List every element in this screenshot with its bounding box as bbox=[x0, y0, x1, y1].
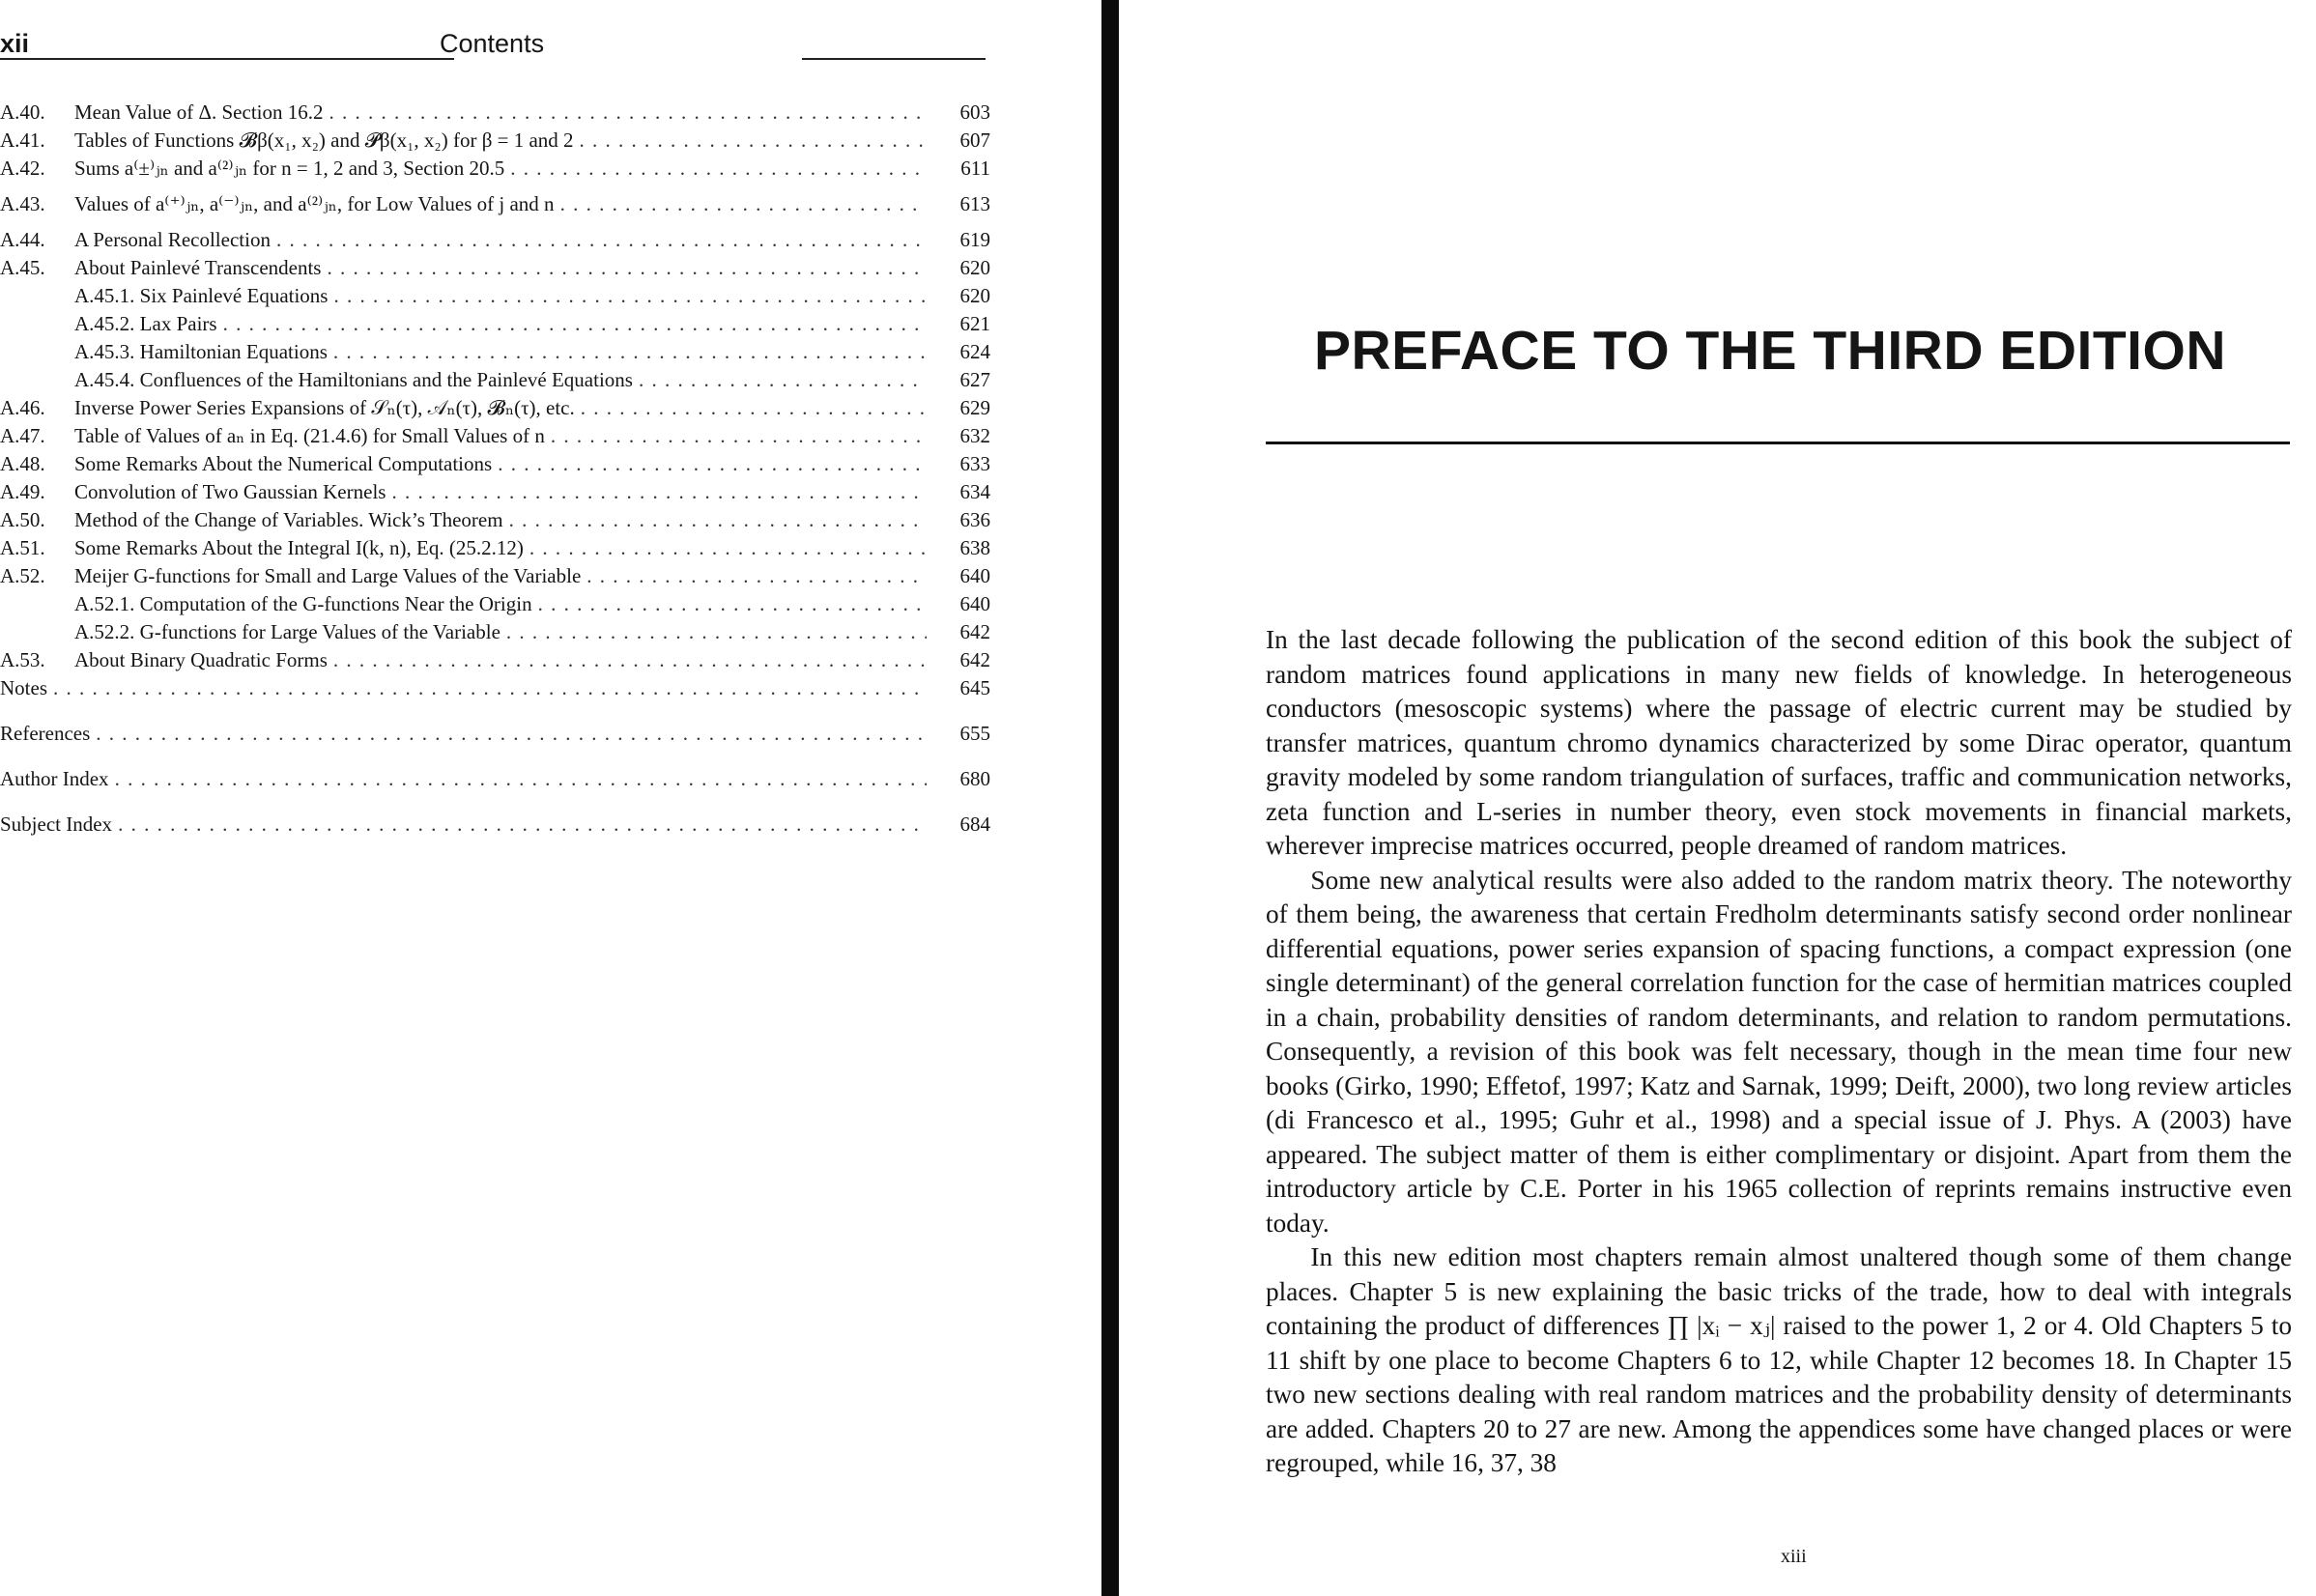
page-number-left: xii bbox=[0, 29, 30, 58]
dot-leader bbox=[223, 312, 927, 336]
toc-entry bbox=[0, 396, 990, 424]
toc-entry bbox=[0, 676, 990, 722]
right-page bbox=[1140, 0, 2316, 1596]
toc-entry bbox=[0, 620, 990, 648]
toc-entry bbox=[0, 480, 990, 508]
toc-entry-page: 640 bbox=[959, 592, 990, 615]
toc-entry-number: A.50. bbox=[0, 508, 45, 531]
toc-entry-number: A.45. bbox=[0, 256, 45, 279]
toc-entry-number: A.41. bbox=[0, 128, 45, 152]
toc-entry bbox=[0, 767, 990, 812]
toc-entry-title: Notes bbox=[0, 676, 47, 699]
toc-entry-page: 642 bbox=[959, 648, 990, 671]
dot-leader bbox=[581, 396, 927, 420]
left-page bbox=[0, 0, 1101, 1596]
header-rule bbox=[802, 58, 986, 60]
dot-leader bbox=[538, 592, 927, 616]
toc-entry bbox=[0, 592, 990, 620]
dot-leader bbox=[529, 536, 927, 560]
toc-entry-title: A.45.2. Lax Pairs bbox=[74, 312, 217, 335]
toc-entry-title: Meijer G-functions for Small and Large Values of the Variable bbox=[74, 564, 582, 587]
toc-entry-title: Tables of Functions 𝓑β(x₁, x₂) and 𝓟β(x₁, x₂) for β = 1 and 2 bbox=[74, 128, 574, 152]
toc-entry-page: 603 bbox=[959, 100, 990, 124]
toc-entry-title: A.45.4. Confluences of the Hamiltonians and the Painlevé Equations bbox=[74, 368, 633, 391]
toc-entry-page: 642 bbox=[959, 620, 990, 643]
toc-entry-title: About Binary Quadratic Forms bbox=[74, 648, 328, 671]
toc-entry bbox=[0, 508, 990, 536]
toc-entry bbox=[0, 128, 990, 157]
toc-entry-number: A.40. bbox=[0, 100, 45, 124]
paragraph: Some new analytical results were also added to the random matrix theory. The noteworthy of them being, the awareness that certain Fredholm determinants satisfy second order nonlinear differential equations, power series expansion of spacing functions, a compact expression (one single determinant) of the general correlation function for the case of hermitian matrices coupled in a chain, probability densities of random determinants, and relation to random permutations. Consequently, a revision of this book was felt necessary, though in the mean time four new books (Girko, 1990; Effetof, 1997; Katz and Sarnak, 1999; Deift, 2000), two long review articles (di Francesco et al., 1995; Guhr et al., 1998) and a special issue of J. Phys. A (2003) have appeared. The subject matter of them is either complimentary or disjoint. Apart from them the introductory article by C.E. Porter in his 1965 collection of reprints remains instructive even today. bbox=[1266, 865, 2292, 1238]
toc-entry-number: A.53. bbox=[0, 648, 45, 671]
toc-entry-title: Table of Values of aₙ in Eq. (21.4.6) for Small Values of n bbox=[74, 424, 545, 447]
paragraph: In the last decade following the publication of the second edition of this book the subject of random matrices found applications in many new fields of knowledge. In heterogeneous conductors (mesoscopic systems) where the passage of electric current may be studied by transfer matrices, quantum chromo dynamics characterized by some Dirac operator, quantum gravity modeled by some random triangulation of surfaces, traffic and communication networks, zeta function and L-series in number theory, even stock movements in financial markets, wherever imprecise matrices occurred, people dreamed of random matrices. bbox=[1266, 625, 2292, 860]
header-rule bbox=[0, 58, 454, 60]
toc-entry-page: 619 bbox=[959, 228, 990, 251]
toc-entry bbox=[0, 424, 990, 452]
dot-leader bbox=[329, 100, 928, 125]
toc-entry-page: 645 bbox=[959, 676, 990, 699]
toc-entry-title: Sums a⁽±⁾ⱼₙ and a⁽²⁾ⱼₙ for n = 1, 2 and 3, Section 20.5 bbox=[74, 157, 505, 180]
toc-entry-number: A.44. bbox=[0, 228, 45, 251]
toc-entry bbox=[0, 340, 990, 368]
page-number-right: xiii bbox=[1781, 1546, 1807, 1567]
toc-entry-page: 684 bbox=[959, 812, 990, 836]
toc-entry bbox=[0, 157, 990, 192]
toc-entry bbox=[0, 192, 990, 228]
dot-leader bbox=[509, 508, 927, 532]
toc-entry bbox=[0, 452, 990, 480]
toc-entry-title: A.45.1. Six Painlevé Equations bbox=[74, 284, 329, 307]
dot-leader bbox=[53, 676, 927, 700]
toc-entry bbox=[0, 284, 990, 312]
toc-entry-page: 607 bbox=[959, 128, 990, 152]
toc-entry-page: 634 bbox=[959, 480, 990, 503]
toc-entry-number: A.47. bbox=[0, 424, 45, 447]
toc-entry-page: 629 bbox=[959, 396, 990, 419]
toc-entry-title: A.52.2. G-functions for Large Values of the Variable bbox=[74, 620, 500, 643]
toc-entry-number: A.51. bbox=[0, 536, 45, 559]
toc-entry-number: A.42. bbox=[0, 157, 45, 180]
toc-entry-page: 611 bbox=[960, 157, 990, 180]
dot-leader bbox=[551, 424, 927, 448]
toc-entry bbox=[0, 368, 990, 396]
toc-entry bbox=[0, 536, 990, 564]
table-of-contents bbox=[0, 100, 990, 858]
toc-entry bbox=[0, 648, 990, 676]
toc-entry-number: A.48. bbox=[0, 452, 45, 475]
toc-entry-page: 620 bbox=[959, 284, 990, 307]
toc-entry-page: 655 bbox=[959, 722, 990, 745]
toc-entry bbox=[0, 228, 990, 256]
preface-heading: PREFACE TO THE THIRD EDITION bbox=[1314, 320, 2227, 382]
dot-leader bbox=[580, 128, 927, 153]
toc-entry-page: 632 bbox=[959, 424, 990, 447]
dot-leader bbox=[586, 564, 927, 588]
book-gutter bbox=[1101, 0, 1119, 1596]
toc-entry bbox=[0, 812, 990, 858]
toc-entry-title: A.45.3. Hamiltonian Equations bbox=[74, 340, 328, 363]
toc-entry-page: 621 bbox=[959, 312, 990, 335]
dot-leader bbox=[276, 228, 927, 252]
dot-leader bbox=[96, 722, 927, 746]
dot-leader bbox=[333, 284, 927, 308]
dot-leader bbox=[327, 256, 927, 280]
toc-entry-title: Mean Value of Δ. Section 16.2 bbox=[74, 100, 324, 124]
running-title: Contents bbox=[440, 29, 545, 58]
toc-entry-page: 636 bbox=[959, 508, 990, 531]
dot-leader bbox=[391, 480, 927, 504]
dot-leader bbox=[333, 648, 927, 672]
toc-entry-title: Convolution of Two Gaussian Kernels bbox=[74, 480, 386, 503]
toc-entry-title: Values of a⁽⁺⁾ⱼₙ, a⁽⁻⁾ⱼₙ, and a⁽²⁾ⱼₙ, for Low Values of j and n bbox=[74, 192, 555, 215]
toc-entry-title: Some Remarks About the Integral I(k, n), Eq. (25.2.12) bbox=[74, 536, 524, 559]
toc-entry-number: A.43. bbox=[0, 192, 45, 215]
dot-leader bbox=[333, 340, 927, 364]
dot-leader bbox=[498, 452, 927, 476]
toc-entry bbox=[0, 256, 990, 284]
dot-leader bbox=[560, 192, 927, 216]
toc-entry bbox=[0, 722, 990, 767]
toc-entry-page: 680 bbox=[959, 767, 990, 790]
toc-entry-number: A.49. bbox=[0, 480, 45, 503]
toc-entry-page: 624 bbox=[959, 340, 990, 363]
heading-rule bbox=[1266, 442, 2290, 444]
toc-entry-title: Method of the Change of Variables. Wick’s Theorem bbox=[74, 508, 503, 531]
toc-entry bbox=[0, 100, 990, 128]
toc-entry-title: About Painlevé Transcendents bbox=[74, 256, 322, 279]
dot-leader bbox=[506, 620, 927, 644]
toc-entry-title: References bbox=[0, 722, 91, 745]
toc-entry-number: A.46. bbox=[0, 396, 45, 419]
toc-entry-title: A Personal Recollection bbox=[74, 228, 271, 251]
toc-entry bbox=[0, 312, 990, 340]
dot-leader bbox=[639, 368, 927, 392]
paragraph: In this new edition most chapters remain almost unaltered though some of them change places. Chapter 5 is new explaining the basic tricks of the trade, how to deal with integrals containing the product of differences ∏ |xᵢ − xⱼ| raised to the power 1, 2 or 4. Old Chapters 5 to 11 shift by one place to become Chapters 6 to 12, while Chapter 12 becomes 18. In Chapter 15 two new sections dealing with real random matrices and the probability density of determinants are added. Chapters 20 to 27 are new. Among the appendices some have changed places or were regrouped, while 16, 37, 38 bbox=[1266, 1242, 2292, 1477]
toc-entry-title: Inverse Power Series Expansions of 𝒮ₙ(τ), 𝒜ₙ(τ), 𝓑ₙ(τ), etc. bbox=[74, 396, 575, 419]
toc-entry-page: 627 bbox=[959, 368, 990, 391]
dot-leader bbox=[115, 767, 927, 791]
toc-entry bbox=[0, 564, 990, 592]
toc-entry-page: 620 bbox=[959, 256, 990, 279]
toc-entry-page: 613 bbox=[959, 192, 990, 215]
toc-entry-number: A.52. bbox=[0, 564, 45, 587]
toc-entry-page: 640 bbox=[959, 564, 990, 587]
preface-body bbox=[1266, 623, 2292, 1481]
toc-entry-title: Some Remarks About the Numerical Computations bbox=[74, 452, 493, 475]
toc-entry-title: A.52.1. Computation of the G-functions Near the Origin bbox=[74, 592, 532, 615]
dot-leader bbox=[118, 812, 927, 837]
toc-entry-page: 638 bbox=[959, 536, 990, 559]
toc-entry-title: Author Index bbox=[0, 767, 109, 790]
dot-leader bbox=[510, 157, 927, 181]
toc-entry-page: 633 bbox=[959, 452, 990, 475]
toc-entry-title: Subject Index bbox=[0, 812, 113, 836]
